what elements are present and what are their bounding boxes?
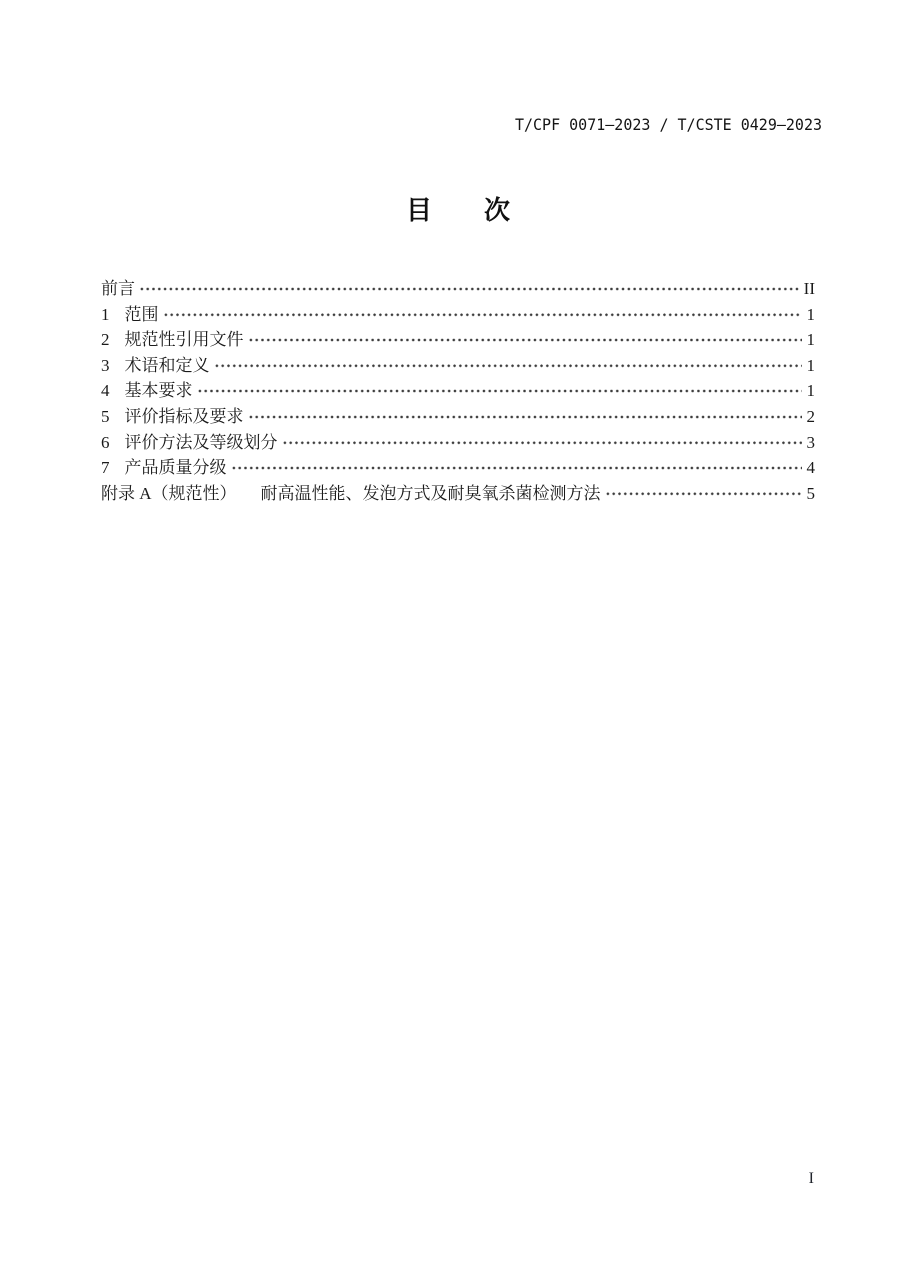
toc-dot-leader bbox=[248, 327, 802, 353]
toc-entry-page: 1 bbox=[806, 330, 815, 350]
toc-row[interactable] bbox=[101, 455, 815, 481]
toc-entry-number: 2 bbox=[101, 330, 110, 350]
footer-page-number: I bbox=[808, 1170, 814, 1187]
toc-entry-page: 5 bbox=[806, 483, 815, 503]
toc-entry-number: 5 bbox=[101, 406, 110, 426]
toc-entry-page: 2 bbox=[806, 406, 815, 426]
toc-dot-leader bbox=[282, 430, 802, 456]
header-doc-code: T/CPF 0071—2023 / T/CSTE 0429—2023 bbox=[514, 115, 822, 135]
toc-dot-leader bbox=[163, 302, 802, 328]
toc-entry-number: 7 bbox=[101, 458, 110, 478]
toc-dot-leader bbox=[248, 404, 802, 430]
toc-row[interactable] bbox=[101, 430, 815, 456]
toc-entry-label: 评价方法及等级划分 bbox=[124, 432, 278, 452]
toc-dot-leader bbox=[231, 455, 802, 481]
toc-entry-page: 1 bbox=[806, 381, 815, 401]
toc-row[interactable] bbox=[101, 327, 815, 353]
toc-entry-label: 术语和定义 bbox=[124, 355, 210, 375]
toc-entry-label: 评价指标及要求 bbox=[124, 406, 244, 426]
toc-dot-leader bbox=[139, 276, 799, 302]
toc-entry-page: II bbox=[803, 279, 815, 298]
table-of-contents bbox=[101, 276, 815, 506]
toc-row[interactable] bbox=[101, 276, 815, 302]
toc-entry-page: 1 bbox=[806, 304, 815, 324]
toc-row[interactable] bbox=[101, 353, 815, 379]
toc-dot-leader bbox=[197, 378, 802, 404]
toc-entry-number: 4 bbox=[101, 381, 110, 401]
toc-dot-leader bbox=[605, 481, 802, 507]
toc-entry-label: 规范性引用文件 bbox=[124, 330, 244, 350]
toc-page-title: 目 次 bbox=[405, 195, 510, 225]
toc-entry-number: 1 bbox=[101, 304, 110, 324]
toc-entry-number: 附录 A（规范性） bbox=[101, 483, 237, 503]
toc-entry-label: 产品质量分级 bbox=[124, 458, 227, 478]
toc-row[interactable] bbox=[101, 378, 815, 404]
toc-row[interactable] bbox=[101, 302, 815, 328]
toc-entry-label: 范围 bbox=[124, 304, 159, 324]
toc-entry-label: 耐高温性能、发泡方式及耐臭氧杀菌检测方法 bbox=[260, 483, 601, 503]
toc-row-appendix[interactable] bbox=[101, 481, 815, 507]
toc-entry-number: 3 bbox=[101, 355, 110, 375]
toc-row[interactable] bbox=[101, 404, 815, 430]
toc-entry-number: 6 bbox=[101, 432, 110, 452]
toc-entry-label: 前言 bbox=[101, 279, 135, 298]
toc-entry-label: 基本要求 bbox=[124, 381, 193, 401]
toc-entry-page: 3 bbox=[806, 432, 815, 452]
toc-entry-page: 4 bbox=[806, 458, 815, 478]
toc-dot-leader bbox=[214, 353, 802, 379]
toc-entry-page: 1 bbox=[806, 355, 815, 375]
